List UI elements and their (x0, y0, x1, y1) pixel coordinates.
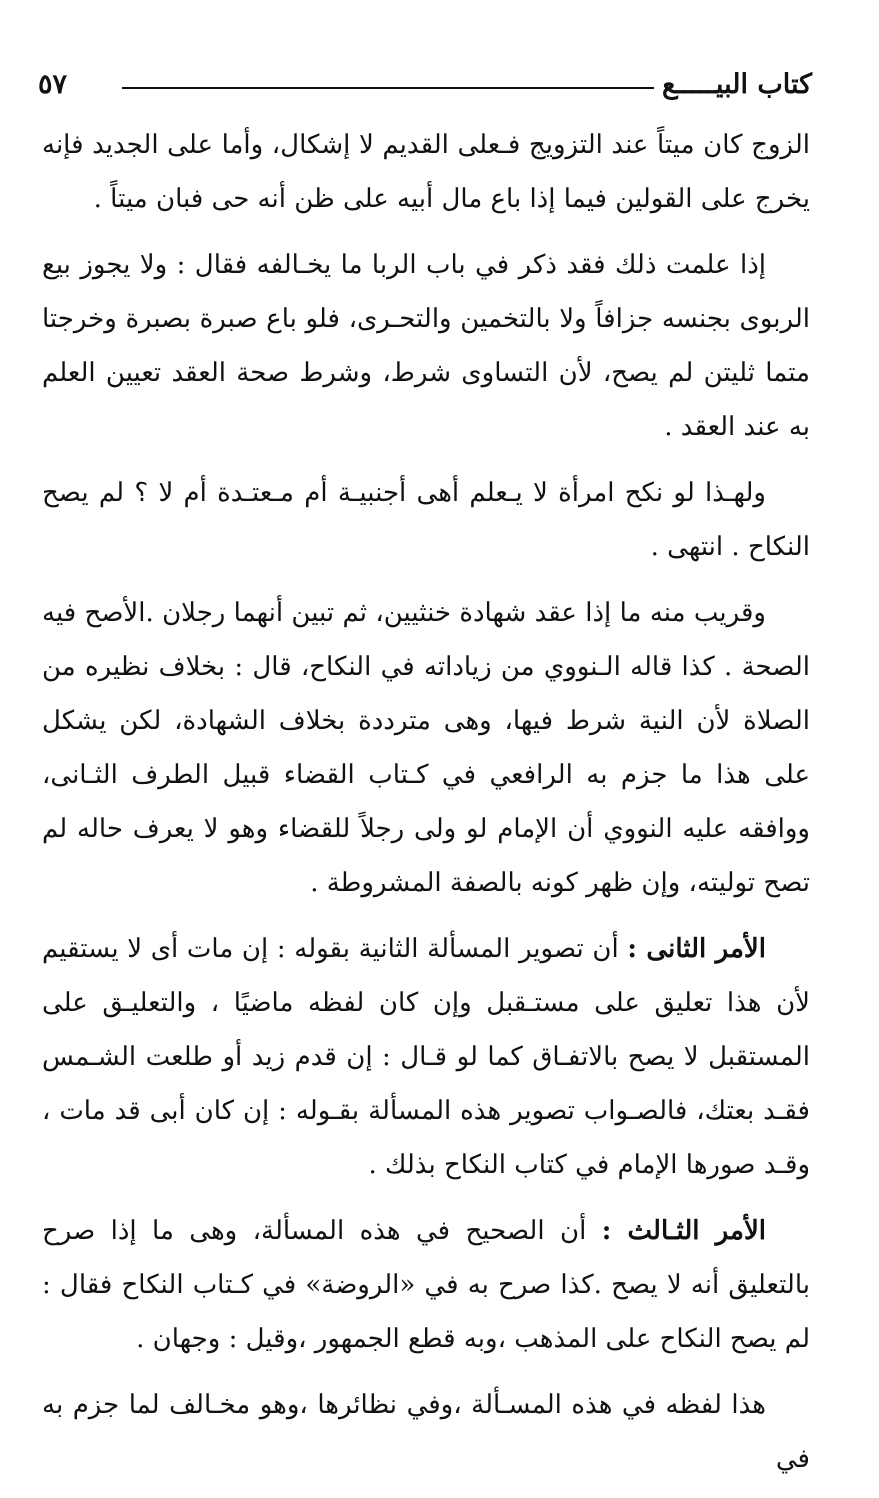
page-header (38, 62, 812, 108)
paragraph-4 (42, 586, 810, 910)
page-number: ٥٧ (38, 69, 68, 100)
paragraph-text: ولهـذا لو نكح امرأة لا يـعلم أهى أجنبيـة أم مـعتـدة أم لا ؟ لم يصح النكاح . انتهى . (42, 478, 810, 562)
header-rule (122, 87, 654, 89)
paragraph-7 (42, 1378, 810, 1486)
paragraph-lead: الأمر الثانى : (627, 934, 766, 964)
body-text (42, 118, 810, 1498)
paragraph-2 (42, 238, 810, 454)
paragraph-1 (42, 118, 810, 226)
paragraph-text: هذا لفظه في هذه المسـألة ،وفي نظائرها ،وهو مخـالف لما جزم به في (42, 1390, 810, 1474)
paragraph-text: أن تصوير المسألة الثانية بقوله : إن مات أى لا يستقيم لأن هذا تعليق على مستـقبل وإن كان لفظه ماضيًا ، والتعليـق على المستقبل لا يصح بالاتفـاق كما لو قـال : إن قدم زيد أو طلعت الشـمس فقـد بعتك، فالصـواب تصوير هذه المسألة بقـوله : إن كان أبى قد مات ، وقـد صورها الإمام في كتاب النكاح بذلك . (42, 934, 810, 1180)
paragraph-lead: الأمر الثـالث : (601, 1216, 766, 1246)
paragraph-5 (42, 922, 810, 1192)
paragraph-text: وقريب منه ما إذا عقد شهادة خنثيين، ثم تبين أنهما رجلان .الأصح فيه الصحة . كذا قاله الـنووي من زياداته في النكاح، قال : بخلاف نظيره من الصلاة لأن النية شرط فيها، وهى مترددة بخلاف الشهادة، لكن يشكل على هذا ما جزم به الرافعي في كـتاب القضاء قبيل الطرف الثـانى، ووافقه عليه النووي أن الإمام لو ولى رجلاً للقضاء وهو لا يعرف حاله لم تصح توليته، وإن ظهر كونه بالصفة المشروطة . (42, 598, 810, 898)
paragraph-text: أن الصحيح في هذه المسألة، وهى ما إذا صرح بالتعليق أنه لا يصح .كذا صرح به في «الروضة» في كـتاب النكاح فقال : لم يصح النكاح على المذهب ،وبه قطع الجمهور ،وقيل : وجهان . (42, 1216, 810, 1354)
paragraph-text: إذا علمت ذلك فقد ذكر في باب الربا ما يخـالفه فقال : ولا يجوز بيع الربوى بجنسه جزافاً ولا بالتخمين والتحـرى، فلو باع صبرة بصبرة وخرجتا متما ثليتن لم يصح، لأن التساوى شرط، وشرط صحة العقد تعيين العلم به عند العقد . (42, 250, 810, 442)
paragraph-text: الزوج كان ميتاً عند التزويج فـعلى القديم لا إشكال، وأما على الجديد فإنه يخرج على القولين فيما إذا باع مال أبيه على ظن أنه حى فبان ميتاً . (42, 130, 810, 214)
paragraph-3 (42, 466, 810, 574)
running-title: كتاب البيـــــع (662, 69, 812, 100)
paragraph-6 (42, 1204, 810, 1366)
